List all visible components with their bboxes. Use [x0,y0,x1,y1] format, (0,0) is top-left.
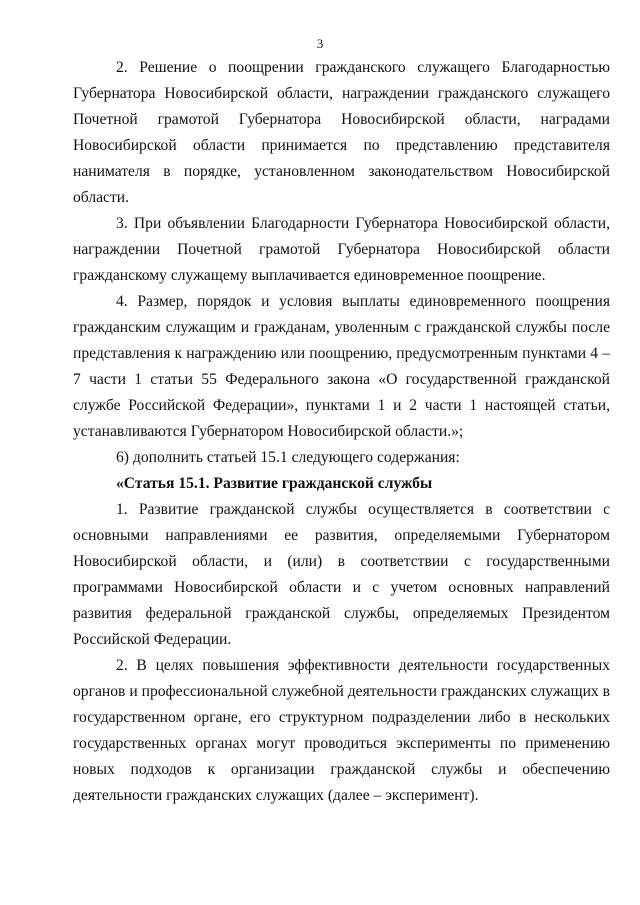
document-body [73,55,610,809]
paragraph-payment-conditions: 4. Размер, порядок и условия выплаты единовременного поощрения гражданским служащим и гражданам, уволенным с гражданской службы после представления к награждению или поощрению, предусмотренным пунктами 4 – 7 части 1 статьи 55 Федерального закона «О государственной гражданской службе Российской Федерации», пунктами 1 и 2 части 1 настоящей статьи, устанавливаются Губернатором Новосибирской области.»; [73,293,610,440]
paragraph-award-decision: 2. Решение о поощрении гражданского служащего Благодарностью Губернатора Новосибирской области, награждении гражданского служащего Почетной грамотой Губернатора Новосибирской области, наградами Новосибирской области принимается по представлению представителя нанимателя в порядке, установленном законодательством Новосибирской области. [73,59,610,206]
paragraph-amendment-intro: 6) дополнить статьей 15.1 следующего содержания: [116,449,460,466]
page-number: 3 [316,36,324,51]
paragraph-experiments: 2. В целях повышения эффективности деятельности государственных органов и профессиональной служебной деятельности гражданских служащих в государственном органе, его структурном подразделении либо в нескольких государственных органах могут проводиться эксперименты по применению новых подходов к организации гражданской службы и обеспечению деятельности гражданских служащих (далее – эксперимент). [73,657,610,804]
paragraph-one-time-bonus: 3. При объявлении Благодарности Губернатора Новосибирской области, награждении Почетной грамотой Губернатора Новосибирской области гражданскому служащему выплачивается единовременное поощрение. [73,215,610,284]
paragraph-service-development: 1. Развитие гражданской службы осуществляется в соответствии с основными направлениями ее развития, определяемыми Губернатором Новосибирской области, и (или) в соответствии с государственными программами Новосибирской области и с учетом основных направлений развития федеральной гражданской службы, определяемых Президентом Российской Федерации. [73,501,610,648]
article-heading: «Статья 15.1. Развитие гражданской службы [116,475,433,492]
